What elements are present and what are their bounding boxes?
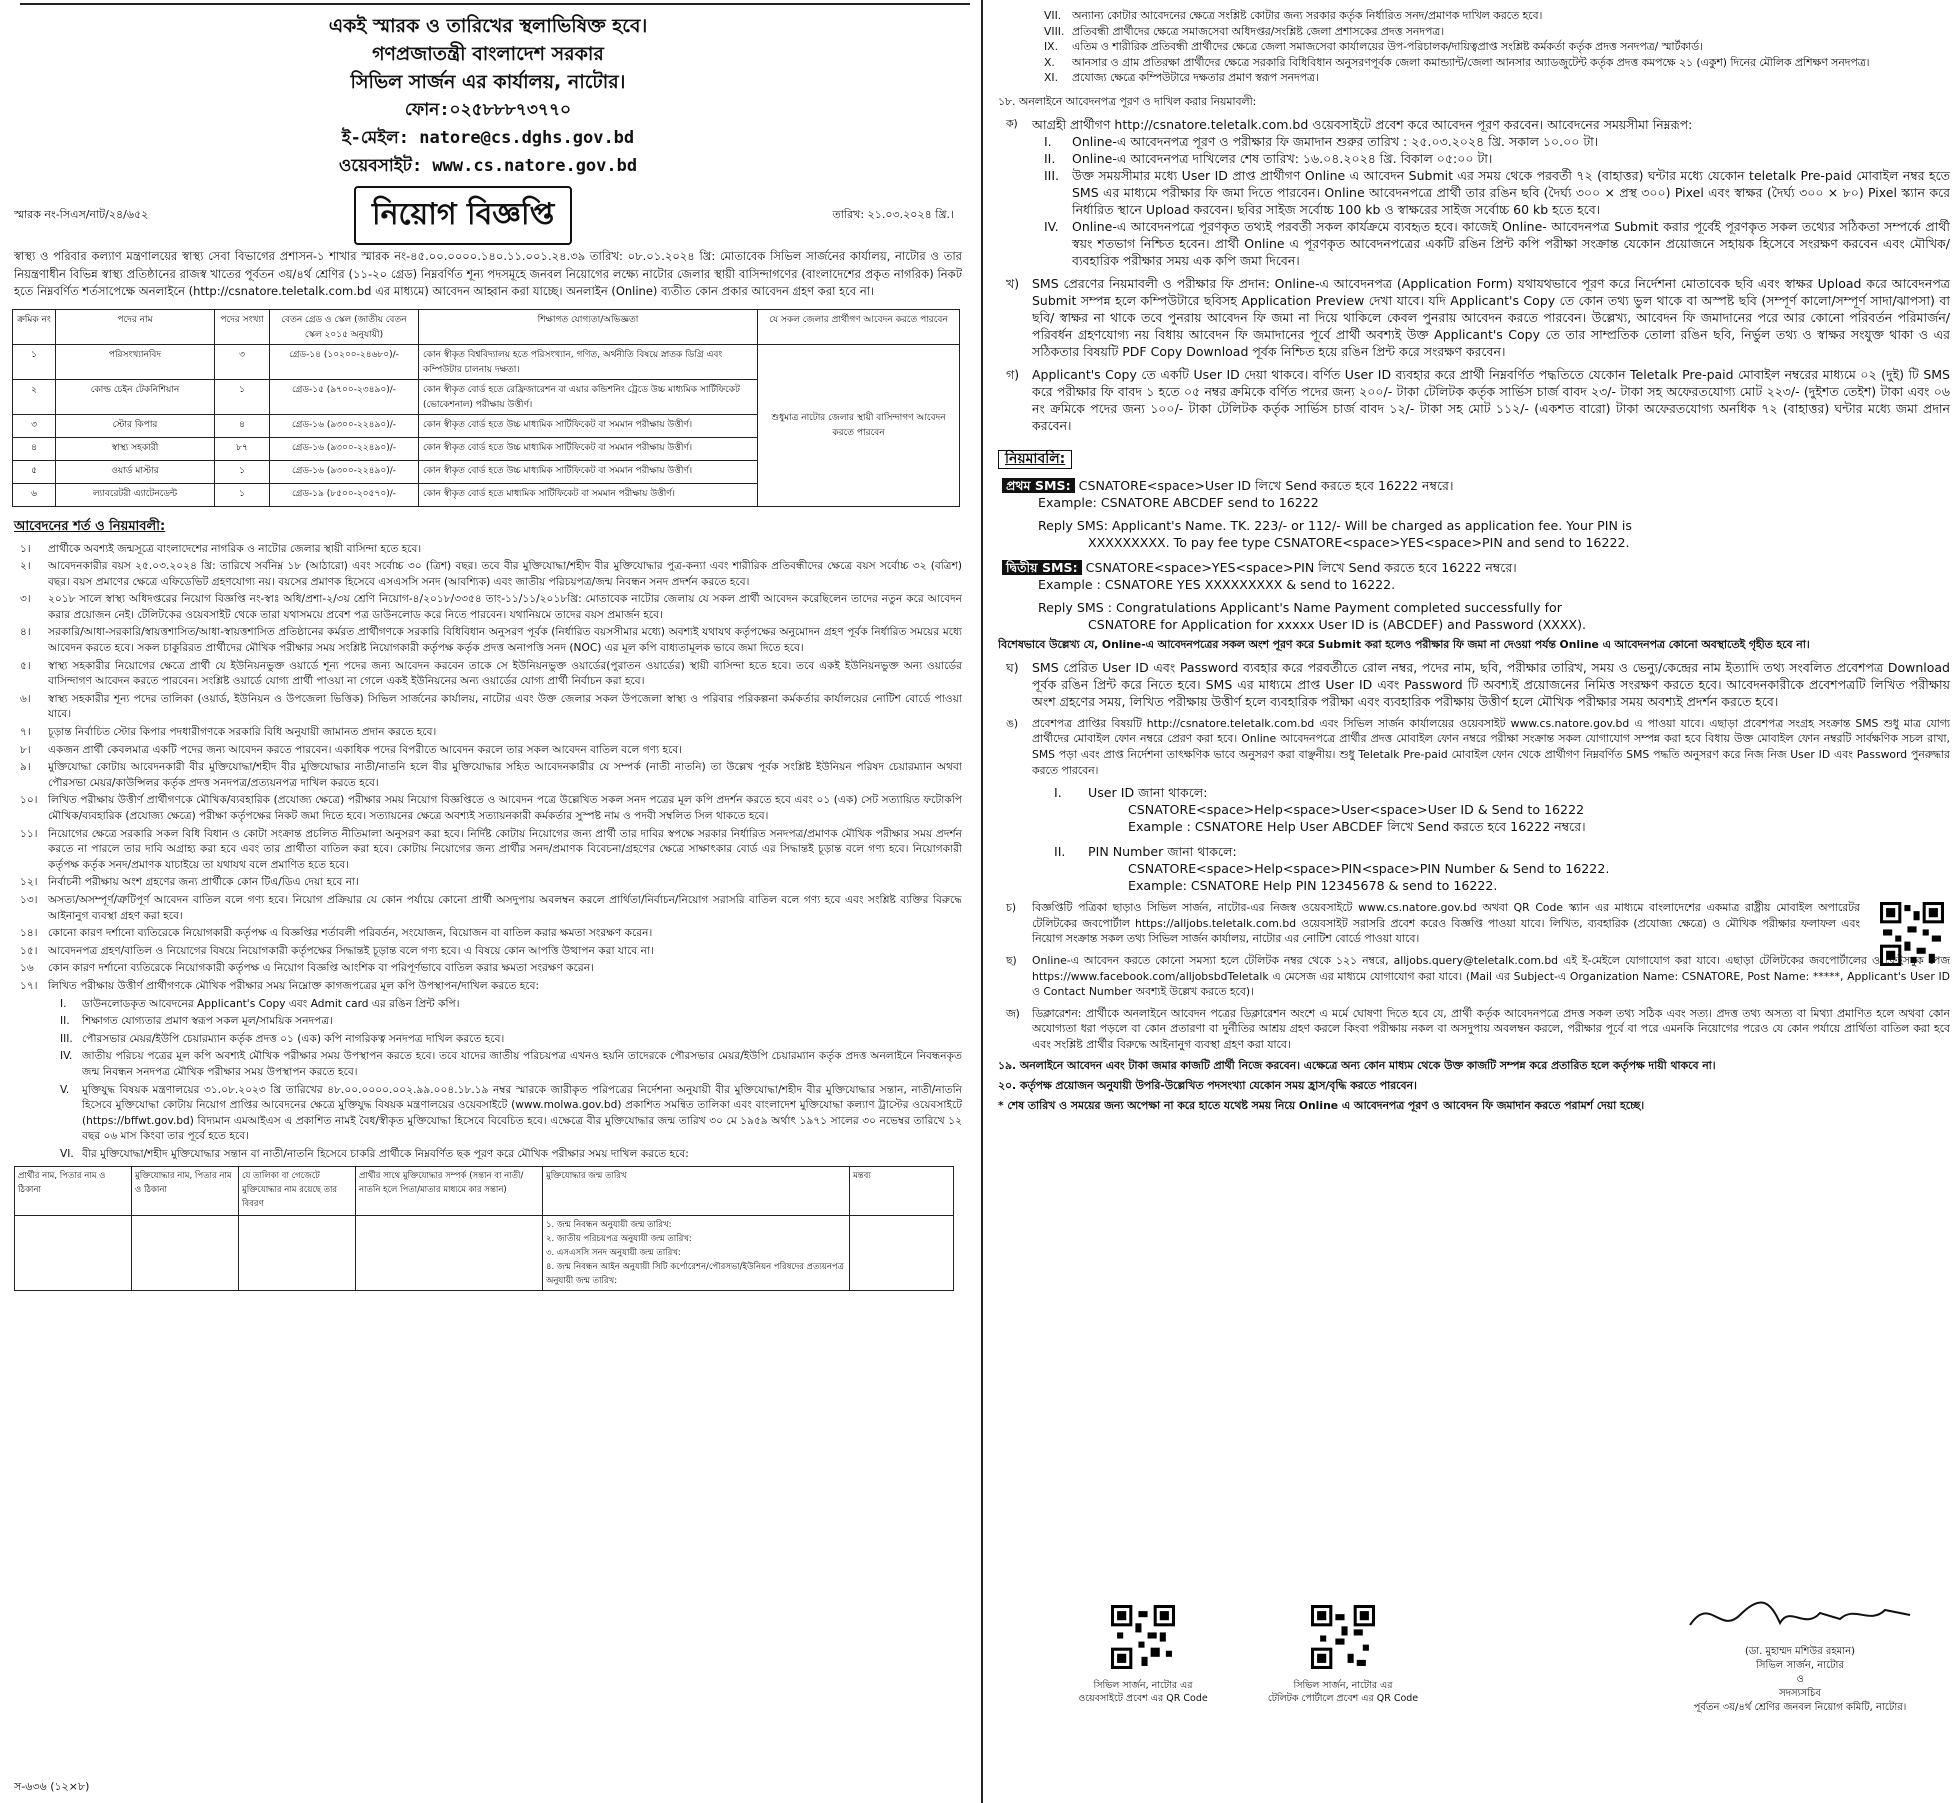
th-post: পদের নাম	[56, 309, 215, 344]
qr-code-icon	[1111, 1605, 1175, 1669]
section-ja	[998, 1006, 1950, 1053]
reply-sms: Reply SMS : Congratulations Applicant's Name Payment completed successfully for	[1038, 600, 1562, 616]
header-line3: সিভিল সার্জন এর কার্যালয়, নাটোর।	[350, 71, 626, 93]
item-text: বীর মুক্তিযোদ্ধা/শহীদ মুক্তিযোদ্ধার সন্তান বা নাতী/নাতনি হিসেবে চাকরি প্রার্থীকে নিম্নবর্ণিত ছক পূরণ করে মৌখিক পরীক্ষার সময় দাখিল করতে হবে:	[82, 1147, 689, 1160]
cell-post: স্বাস্থ্য সহকারী	[56, 437, 215, 460]
list-item	[14, 961, 962, 977]
item-text: অন্যান্য কোটার আবেদনের ক্ষেত্রে সংশ্লিষ্ট কোটার জন্য সরকার কর্তৃক নির্ধারিত সনদ/প্রমাণক দাখিল করতে হবে।	[1072, 9, 1543, 22]
list-item	[48, 1049, 962, 1080]
reference-row	[8, 186, 968, 242]
section-gha	[998, 659, 1950, 710]
retrieve-user-id	[1054, 784, 1950, 835]
ff-birth-line: ৩. এসএসসি সনদ অনুযায়ী জন্ম তারিখ:	[546, 1248, 681, 1259]
item-text: উক্ত সময়সীমার মধ্যে User ID প্রাপ্ত প্রার্থীগণ Online এ আবেদন Submit এর সময় থেকে পরবর্তী ৭২ (বাহাত্তর) ঘন্টার মধ্যে যেকোন teletalk Pre-paid মোবাইল নম্বর হতে SMS এর মাধ্যমে পরীক্ষার ফি জমা দিতে পারবেন। Online আবেদনপত্রে প্রার্থী তার রঙিন ছবি (দৈর্ঘ্য ৩০০ × প্রস্থ ৩০০) Pixel এবং স্বাক্ষর (দৈর্ঘ্য ৩০০ × ৮০) Pixel স্ক্যান করে নির্ধারিত স্থানে Upload করবেন। ছবির সাইজ সর্বোচ্চ 100 kb ও স্বাক্ষরের সাইজ সর্বোচ্চ 60 kb হতে হবে।	[1072, 167, 1950, 217]
th-serial: ক্রমিক নং	[13, 309, 56, 344]
list-item	[14, 944, 962, 960]
signature-image	[1670, 1585, 1930, 1645]
ff-cell	[356, 1216, 543, 1291]
cell-post: স্টোর কিপার	[56, 414, 215, 437]
reply-sms-cont: XXXXXXXXX. To pay fee type CSNATORE<space>YES<space>PIN and send to 16222.	[1088, 535, 1630, 551]
cell-qualification: কোন স্বীকৃত বোর্ড হতে রেফ্রিজারেশন বা এয়ার কন্ডিশনিং ট্রেডে উচ্চ মাধ্যমিক সার্টিফিকেট (ভোকেশনাল) পরীক্ষায় উত্তীর্ণ।	[419, 379, 758, 414]
section-uma	[998, 716, 1950, 778]
cell-count: ১	[215, 379, 270, 414]
section-label: গ)	[1006, 366, 1020, 382]
list-item	[14, 692, 962, 723]
print-code: স-৬৩৬ (১২×৮)	[14, 1780, 90, 1793]
item-number: ৫।	[20, 659, 31, 672]
item-text: প্রতিবন্ধী প্রার্থীদের ক্ষেত্রে সমাজসেবা অধিদপ্তর/সংশ্লিষ্ট জেলা প্রশাসকের প্রদত্ত সনদপত্র।	[1072, 24, 1445, 38]
rules-heading: নিয়মাবলি:	[998, 450, 1072, 470]
header-web: ওয়েবসাইট: www.cs.natore.gov.bd	[338, 156, 638, 176]
item-text: আনসার ও গ্রাম প্রতিরক্ষা প্রার্থীদের ক্ষেত্রে সরকারি বিধিবিধান অনুসরণপূর্বক জেলা কমান্ড্যান্ট/জেলা আনসার অ্যাডজুটেন্ট কর্তৃক প্রদত্ত কমপক্ষে ২১ (একুশ) দিনের মৌলিক প্রশিক্ষণ সনদপত্র।	[1072, 55, 1870, 69]
cell-grade: গ্রেড-১৬ (৯৩০০-২২৪৯০)/-	[270, 460, 419, 483]
online-heading: ১৮. অনলাইনে আবেদনপত্র পূরণ ও দাখিল করার নিয়মাবলী:	[998, 94, 1257, 108]
letterhead	[8, 12, 968, 180]
item-number: VII.	[1044, 9, 1062, 22]
item-number: ১।	[20, 542, 31, 555]
header-email: ই-মেইল: natore@cs.dghs.gov.bd	[341, 128, 635, 148]
th-grade: বেতন গ্রেড ও স্কেল (জাতীয় বেতন স্কেল ২০১৫ অনুযায়ী)	[270, 309, 419, 344]
item-text: মুক্তিযুদ্ধ বিষয়ক মন্ত্রণালয়ের ৩১.০৮.২০২৩ খ্রি তারিখের ৪৮.০০.০০০০.০০২.৯৯.০০৪.১৮.১৯ নম্বর স্মারকে জারীকৃত পরিপত্রের নির্দেশনা অনুযায়ী বীর মুক্তিযোদ্ধা/শহীদ বীর মুক্তিযোদ্ধার সন্তান, নাতী/নাতনি হিসেবে মুক্তিযোদ্ধা কোটায় নিয়োগ প্রাপ্তির আবেদনের ক্ষেত্রে মুক্তিযুদ্ধ বিষয়ক মন্ত্রণালয়ের ওয়েবসাইটে (www.molwa.gov.bd) প্রকাশিত সমন্বিত তালিকা এবং বাংলাদেশ মুক্তিযোদ্ধা কল্যাণ ট্রাস্টের ওয়েবসাইটে (https://bffwt.gov.bd) বিদ্যমান এমআইএস এ প্রকাশিত নামই বৈধ/স্বীকৃত মুক্তিযোদ্ধা হিসেবে বিবেচিত হবে। এক্ষেত্রে বীর মুক্তিযোদ্ধার জন্ম তারিখ ৩০ মে ১৯৫৯ অর্থাৎ ১৯৭১ সালের ৩০ নভেম্বর তারিখে ১২ বছর ০৬ মাস কিংবা তার পূর্বে হতে হবে।	[82, 1083, 962, 1143]
item-text: নির্বাচনী পরীক্ষায় অংশ গ্রহণের জন্য প্রার্থীকে কোন টিএ/ডিএ দেয়া হবে না।	[48, 876, 359, 889]
item-number: IX.	[1044, 40, 1059, 54]
item-text: পৌরসভার মেয়র/ইউপি চেয়ারম্যান কর্তৃক প্রদত্ত ০১ (এক) কপি নাগরিকত্ব সনদপত্র দাখিল করতে হবে।	[82, 1032, 505, 1045]
list-item	[14, 827, 962, 874]
section-text: Online-এ আবেদন করতে কোনো সমস্যা হলে টেলিটক নম্বর থেকে ১২১ নম্বরে, alljobs.query@teletalk.com.bd এই ই-মেইলে যোগাযোগ করা যাবে। এছাড়া টেলিটকের জবপোর্টালের ও ফেইসবুক পেজ https://www.facebook.com/alljobsbdTeletalk এ মেসেজ এর মাধ্যমে যোগাযোগ করা যাবে। (Mail এর Subject-এ Organization Name: CSNATORE, Post Name: *****, Applicant's User ID ও Contact Number অবশ্যই উল্লেখ করতে হবে)।	[1032, 953, 1950, 999]
item-number: ২।	[20, 560, 31, 573]
section-ga	[998, 366, 1950, 434]
item-text: লিখিত পরীক্ষায় উত্তীর্ণ প্রার্থীগণকে মৌখিক/ব্যবহারিক (প্রযোজ্য ক্ষেত্রে) পরীক্ষার সময় নিয়োগ বিজ্ঞপ্তিতে ও আবেদন পত্রে উল্লেখিত সকল সনদ পত্রের মূল কপি প্রদর্শন করতে হবে এবং ০১ (এক) সেট সত্যায়িত ফটোকপি মৌখিক/ব্যবহারিক (প্রযোজ্য ক্ষেত্রে) পরীক্ষা কর্তৃপক্ষের নিকট জমা দিতে হবে। সত্যায়নের ক্ষেত্রে অবশ্যই সত্যায়নকারী কর্মকর্তার সুস্পষ্ট নাম ও পদবী সম্বলিত সিল থাকতে হবে।	[48, 794, 962, 822]
list-item	[14, 875, 962, 891]
cell-qualification: কোন স্বীকৃত বিশ্ববিদ্যালয় হতে পরিসংখ্যান, গণিত, অর্থনীতি বিষয়ে স্নাতক ডিগ্রি এবং কম্পিউটার চালনায় দক্ষতা।	[419, 344, 758, 379]
list-item	[14, 760, 962, 791]
ff-cell	[850, 1216, 954, 1291]
sms-second	[1006, 559, 1950, 633]
section-text: প্রবেশপত্র প্রাপ্তির বিষয়টি http://csnatore.teletalk.com.bd এবং সিভিল সার্জন কার্যালয়ের ওয়েবসাইট www.cs.natore.gov.bd এ পাওয়া যাবে। এছাড়া প্রবেশপত্র সংগ্রহ সংক্রান্ত SMS শুধু মাত্র যোগ্য প্রার্থীদের মোবাইল ফোন নম্বরে প্রেরণ করা হবে। Online আবেদনপত্রে প্রার্থীর প্রদত্ত মোবাইল ফোন নম্বরে পরীক্ষা সংক্রান্ত সকল যোগাযোগ সম্পন্ন করা হবে বিধায় উক্ত মোবাইল ফোন নম্বরটি সার্বক্ষণিক সচল রাখা, SMS পড়া এবং প্রাপ্ত নির্দেশনা তাৎক্ষণিক ভাবে অনুসরণ করা বাঞ্ছনীয়। শুধু Teletalk Pre-paid মোবাইল ফোন থেকে প্রার্থীগণ নিম্নবর্ণিত SMS পদ্ধতি অনুসরণ করে নিজ নিজ User ID এবং Password পুনরুদ্ধার করতে পারবেন।	[1032, 716, 1950, 777]
header-line2: গণপ্রজাতন্ত্রী বাংলাদেশ সরকার	[372, 43, 604, 65]
item-text: একজন প্রার্থী কেবলমাত্র একটি পদের জন্য আবেদন করতে পারবেন। একাধিক পদের বিপরীতে আবেদন করলে তার সকল আবেদন বাতিল বলে গণ্য হবে।	[48, 743, 683, 756]
documents-continued-list	[998, 8, 1950, 86]
list-item	[998, 167, 1950, 218]
cell-qualification: কোন স্বীকৃত বোর্ড হতে উচ্চ মাধ্যমিক সার্টিফিকেট বা সমমান পরীক্ষায় উত্তীর্ণ।	[419, 460, 758, 483]
ff-cell	[239, 1216, 356, 1291]
item-number: III.	[60, 1032, 73, 1045]
ff-th: মন্তব্য	[850, 1167, 954, 1216]
section-text: আগ্রহী প্রার্থীগণ http://csnatore.teletalk.com.bd ওয়েবসাইটে প্রবেশ করে আবেদন পূরণ করবেন। আবেদনের সময়সীমা নিম্নরূপ:	[1032, 116, 1693, 132]
ff-birth-cell	[543, 1216, 850, 1291]
sms-example: Example: CSNATORE ABCDEF send to 16222	[1038, 495, 1319, 511]
section-label: ঘ)	[1006, 659, 1019, 675]
item-text: স্বাস্থ্য সহকারীর নিয়োগের ক্ষেত্রে প্রার্থী যে ইউনিয়নভুক্ত ওয়ার্ডে শূন্য পদের জন্য আবেদন করবেন তাকে সে ইউনিয়নভুক্ত ওয়ার্ডের(পুরাতন ওয়ার্ডের) স্থায়ী বাসিন্দা হতে হবে। তবে একই ইউনিয়নভুক্ত অন্য ওয়ার্ডের বাসিন্দাগণ আবেদন করতে পারবেন। সংশ্লিষ্ট ওয়ার্ডে যোগ্য প্রার্থী পাওয়া না গেলে একই ইউনিয়নের অন্য ওয়ার্ডের যোগ্য প্রার্থী নির্বাচন করা হবে।	[48, 659, 962, 688]
item-number: ১১।	[20, 827, 38, 840]
cell-qualification: কোন স্বীকৃত বোর্ড হতে মাধ্যমিক সার্টিফিকেট বা সমমান পরীক্ষায় উত্তীর্ণ।	[419, 483, 758, 506]
list-item	[14, 659, 962, 690]
page-title: নিয়োগ বিজ্ঞপ্তি	[354, 186, 572, 245]
list-item	[998, 55, 1950, 71]
item-number: ৮।	[20, 743, 31, 756]
left-column	[8, 0, 968, 1803]
notice-date: তারিখ: ২১.০৩.২০২৪ খ্রি.।	[832, 208, 954, 221]
cell-no: ১	[13, 344, 56, 379]
reply-sms: Reply SMS: Applicant's Name. TK. 223/- or 112/- Will be charged as application fee. Your PIN is	[1038, 518, 1632, 534]
qr-teletalk	[1248, 1605, 1438, 1705]
item-number: ১৪।	[20, 927, 38, 940]
item-text: মুক্তিযোদ্ধা কোটায় আবেদনকারী বীর মুক্তিযোদ্ধা/শহীদ বীর মুক্তিযোদ্ধার নাতী/নাতনি হলে বীর মুক্তিযোদ্ধার সহিত আবেদনকারীর যে সম্পর্ক (নাতী নাতনি) তা উল্লেখ পূর্বক সংশ্লিষ্ট ইউনিয়ন পরিষদ চেয়ারম্যান অথবা পৌরসভা মেয়র/কাউন্সিলর কর্তৃক প্রদত্ত সনদপত্র/প্রত্যয়নপত্র দাখিল করতে হবে।	[48, 761, 962, 789]
section-ka	[998, 116, 1950, 269]
freedom-fighter-form-table	[14, 1166, 954, 1291]
cell-post: ল্যাবরেটরী এ্যাটেনডেন্ট	[56, 483, 215, 506]
cell-post: ওয়ার্ড মাস্টার	[56, 460, 215, 483]
list-item	[998, 39, 1950, 55]
item-number: ১৬	[20, 962, 34, 975]
right-column	[998, 0, 1950, 1803]
section-text: Applicant's Copy তে একটি User ID দেয়া থাকবে। বর্ণিত User ID ব্যবহার করে প্রার্থী নিম্নবর্ণিত পদ্ধতিতে যেকোন Teletalk Pre-paid মোবাইল নম্বরের মাধ্যমে ০২ (দুই) টি SMS করে পরীক্ষার ফি বাবদ ১ হতে ০৫ নম্বর ক্রমিকে বর্ণিত পদের জন্য ২০০/- টাকা টেলিটক কর্তৃক সার্ভিস চার্জ বাবদ ২৩/- টাকা সহ অফেরতযোগ্য মোট ২২৩/- (দুইশত তেইশ) টাকা এবং ০৬ নং ক্রমিকে পদের জন্য ১০০/- টাকা টেলিটক কর্তৃক সার্ভিস চার্জ বাবদ ১২/- টাকা সহ মোট ১১২/- (একশত বারো) টাকা অফেরতযোগ্য অনধিক ৭২ (বাহাত্তর) ঘন্টার মধ্যে জমা প্রদান করবেন।	[1032, 366, 1950, 433]
cell-no: ৫	[13, 460, 56, 483]
retrieve-command: CSNATORE<space>Help<space>User<space>User ID & Send to 16222	[1128, 802, 1585, 818]
th-district: যে সকল জেলার প্রার্থীগণ আবেদন করতে পারবেন	[758, 309, 960, 344]
advice-note: * শেষ তারিখ ও সময়ের জন্য অপেক্ষা না করে হাতে যথেষ্ট সময় নিয়ে Online এ আবেদনপত্র পূরণ ও আবেদন ফি জমাদান করতে পরামর্শ দেয়া হচ্ছে।	[998, 1098, 1645, 1112]
section-text: বিজ্ঞপ্তিটি পত্রিকা ছাড়াও সিভিল সার্জন, নাটোর-এর নিজস্ব ওয়েবসাইটে www.cs.natore.gov.bd অথবা QR Code স্ক্যান এর মাধ্যমে বাংলাদেশের একমাত্র রাষ্ট্রীয় মোবাইল অপারেটর টেলিটকের জবপোর্টাল https://alljobs.teletalk.com.bd ওয়েবসাইট সরাসরি প্রবেশ করেও বিজ্ঞপ্তি পাওয়া যাবে। লিখিত, ব্যবহারিক (প্রযোজ্য ক্ষেত্রে) ও মৌখিক পরীক্ষার ফলাফল এবং নিয়োগ সংক্রান্ত সকল তথ্য সিভিল সার্জন কার্যালয়, নাটোর এর নোটিশ বোর্ডে পাওয়া যাবে।	[1032, 901, 1860, 946]
retrieve-title: User ID জানা থাকলে:	[1088, 785, 1208, 801]
ff-cell	[15, 1216, 132, 1291]
list-item	[14, 893, 962, 924]
sms-tag: প্রথম SMS:	[1002, 478, 1075, 493]
cell-grade: গ্রেড-১৯ (৮৫০০-২০৫৭০)/-	[270, 483, 419, 506]
retrieve-example: Example : CSNATORE Help User ABCDEF লিখে Send করতে হবে 16222 নম্বরে।	[1128, 819, 1586, 835]
item-text: লিখিত পরীক্ষায় উত্তীর্ণ প্রার্থীগণকে মৌখিক পরীক্ষার সময় নিম্নোক্ত কাগজপত্রের মূল কপি উপস্থাপন/দাখিল করতে হবে:	[48, 979, 540, 992]
item-text: ডাউনলোডকৃত আবেদনের Applicant's Copy এবং Admit card এর রঙিন প্রিন্ট কপি।	[82, 997, 460, 1010]
item-number: ৯।	[20, 761, 31, 774]
cell-post: কোল্ড চেইন টেকনিশিয়ান	[56, 379, 215, 414]
qr-graphic	[1111, 1605, 1175, 1669]
item-text: ২০১৮ সালে স্বাস্থ্য অধিদপ্তরের নিয়োগ বিজ্ঞপ্তি নং-স্বাঃ অধি/প্রশা-২/৩য় শ্রেণি নিয়োগ-৪/২০১৮/৩৩৫৪ তাং-১১/১১/২০১৮খ্রি: মোতাবেক নাটোর জেলায় যে সকল প্রার্থী আবেদন করেছিলেন তাদের নতুন করে আবেদন করার প্রয়োজন নেই। টেলিটকের ওয়েবসাইট থেকে তারা যথাসময়ে প্রবেশ পত্র ডাউনলোড করে নিতে পারবেন। যথানিয়মে তাদের বয়স প্রমার্জন হবে।	[48, 593, 962, 621]
posts-table	[12, 309, 960, 507]
sms-example: Example : CSNATORE YES XXXXXXXXX & send to 16222.	[1038, 577, 1396, 593]
list-item	[48, 1032, 962, 1048]
section-label: ছ)	[1006, 953, 1017, 967]
item-text: স্বাস্থ্য সহকারীর শূন্য পদের তালিকা (ওয়ার্ড, ইউনিয়ন ও উপজেলা ভিত্তিক) সিভিল সার্জনের কার্যালয়, নাটোর এবং উক্ত জেলার সকল উপজেলা স্বাস্থ্য ও পরিবার পরিকল্পনা কর্মকর্তার কার্যালয়ের নোটিশ বোর্ডে পাওয়া যাবে।	[48, 692, 962, 721]
list-item	[998, 8, 1950, 24]
cell-no: ৬	[13, 483, 56, 506]
item-number: ১০।	[20, 794, 38, 807]
section-cha	[998, 900, 1950, 947]
table-row	[13, 344, 960, 379]
cell-no: ৪	[13, 437, 56, 460]
item-text: Online-এ আবেদনপত্র দাখিলের শেষ তারিখ: ১৬.০৪.২০২৪ খ্রি. বিকাল ০৫:০০ টা।	[1072, 150, 1493, 166]
section-label: ঙ)	[1006, 716, 1019, 730]
header-line1: একই স্মারক ও তারিখের স্থলাভিষিক্ত হবে।	[328, 15, 648, 37]
intro-paragraph: স্বাস্থ্য ও পরিবার কল্যাণ মন্ত্রণালয়ের স্বাস্থ্য সেবা বিভাগের প্রশাসন-১ শাখার স্মারক নং-৪৫.০০.০০০০.১৪০.১১.০০১.২৪.৩৯ তারিখ: ০৮.০১.২০২৪ খ্রি: মোতাবেক সিভিল সার্জনের কার্যালয়, নাটোর ও তার নিয়ন্ত্রণাধীন বিভিন্ন স্বাস্থ্য প্রতিষ্ঠানের রাজস্ব খাতের পূর্বতন ৩য়/৪র্থ শ্রেণির (১১-২০ গ্রেড) নিম্নবর্ণিত শূন্য পদসমূহে জনবল নিয়োগের লক্ষ্যে নাটোর জেলার স্থায়ী বাসিন্দাগণের (বাংলাদেশের প্রকৃত নাগরিক) নিকট হতে নিম্নবর্ণিত শর্তসাপেক্ষে অনলাইনে (http://csnatore.teletalk.com.bd এর মাধ্যমে) আবেদন আহ্বান করা যাচ্ছে। অনলাইন (Online) ব্যতীত কোন প্রকার আবেদন গ্রহণ করা হবে না।	[14, 249, 962, 298]
section-text: ডিক্লারেশন: প্রার্থীকে অনলাইনে আবেদন পত্রের ডিক্লারেশন অংশে এ মর্মে ঘোষণা দিতে হবে যে, প্রার্থী কর্তৃক আবেদনপত্রে প্রদত্ত সকল তথ্য সঠিক এবং সত্য। প্রদত্ত তথ্য অসত্য বা মিথ্যা প্রমাণিত হলে অথবা কোন অযোগ্যতা ধরা পড়লে বা কোন প্রতারণা বা দুর্নীতির আশ্রয় গ্রহণ করলে কিংবা পরীক্ষায় নকল বা অসদুপায় অবলম্বন করলে, পরীক্ষার পূর্বে বা পরে এমনকি নিয়োগের পরেও যে কোন পর্যায়ে প্রার্থিতা বাতিল করা হবে এবং সংশ্লিষ্ট প্রার্থীর বিরুদ্ধে আইনানুগ ব্যবস্থা গ্রহণ করা যাবে।	[1032, 1006, 1950, 1051]
list-item	[998, 24, 1950, 40]
signature-block	[1670, 1585, 1930, 1715]
cell-post: পরিসংখ্যানবিদ	[56, 344, 215, 379]
item-text: আবেদনপত্র গ্রহণ/বাতিল ও নিয়োগের বিষয়ে নিয়োগকারী কর্তৃপক্ষের সিদ্ধান্তই চূড়ান্ত বলে গণ্য হবে। এ বিষয়ে কোন আপত্তি উত্থাপন করা যাবে না।	[48, 944, 654, 957]
ff-th: মুক্তিযোদ্ধার জন্ম তারিখ	[543, 1167, 850, 1216]
qr-code-icon	[1311, 1605, 1375, 1669]
list-item	[48, 1014, 962, 1030]
sms-command: CSNATORE<space>YES<space>PIN লিখে Send করতে হবে 16222 নম্বরে।	[1085, 560, 1517, 576]
list-item	[14, 926, 962, 942]
qr-caption: সিভিল সার্জন, নাটোর এর	[1293, 1680, 1393, 1691]
item-number: ১৩।	[20, 893, 38, 906]
item-number: ৭।	[20, 726, 31, 739]
list-item	[14, 625, 962, 656]
signature-graphic	[1680, 1585, 1920, 1645]
list-item	[48, 997, 962, 1013]
signatory-title: সিভিল সার্জন, নাটোর	[1756, 1660, 1844, 1671]
item-text: চূড়ান্ত নির্বাচিত স্টোর কিপার পদধারীগণকে সরকারি বিধি অনুযায়ী জামানত প্রদান করতে হবে।	[48, 726, 437, 739]
item-text: এতিম ও শারীরিক প্রতিবন্ধী প্রার্থীদের ক্ষেত্রে জেলা সমাজসেবা কার্যালয়ের উপ-পরিচালক/দায়িত্বপ্রাপ্ত সংশ্লিষ্ট কর্মকর্তা কর্তৃক প্রদত্ত সনদপত্র/ স্মার্টকার্ড।	[1072, 40, 1703, 54]
ff-birth-line: ২. জাতীয় পরিচয়পত্র অনুযায়ী জন্ম তারিখ:	[546, 1234, 692, 1245]
qr-caption: ওয়েবসাইটে প্রবেশ এর QR Code	[1078, 1693, 1208, 1704]
ff-birth-line: ১. জন্ম নিবন্ধন অনুযায়ী জন্ম তারিখ:	[546, 1220, 672, 1231]
qr-graphic	[1311, 1605, 1375, 1669]
list-item	[14, 592, 962, 623]
section-label: ক)	[1006, 116, 1018, 130]
signatory-committee: পূর্বতন ৩য়/৪র্থ শ্রেণির জনবল নিয়োগ কমিটি, নাটোর।	[1693, 1702, 1907, 1713]
conditions-heading: আবেদনের শর্ত ও নিয়মাবলী:	[14, 518, 166, 534]
item-text: Online-এ আবেদনপত্রে পূরণকৃত তথ্যই পরবর্তী সকল কার্যক্রমে ব্যবহৃত হবে। কাজেই Online- আবেদনপত্র Submit করার পূর্বেই পূরণকৃত সকল তথ্যের সঠিকতা সম্পর্কে প্রার্থী স্বয়ং শতভাগ নিশ্চিত হবেন। প্রার্থী Online এ পূরণকৃত আবেদনপত্রের একটি রঙিন প্রিন্ট কপি পরীক্ষা সংক্রান্ত যেকোন প্রয়োজনে সহায়ক হিসেবে সংরক্ষণ করবেন এবং মৌখিক/ব্যবহারিক পরীক্ষার সময় এক কপি জমা দিবেন।	[1072, 218, 1950, 268]
item-number: ১৭।	[20, 979, 38, 992]
section-text: SMS প্রেরণের নিয়মাবলী ও পরীক্ষার ফি প্রদান: Online-এ আবেদনপত্র (Application Form) যথাযথভাবে পূরণ করে নির্দেশনা মোতাবেক ছবি এবং স্বাক্ষর Upload করে আবেদনপত্র Submit সম্পন্ন হলে কম্পিউটারে ছবিসহ Application Preview দেখা যাবে। যদি Applicant's Copy তে কোন তথ্য ভুল থাকে বা অস্পষ্ট ছবি (সম্পূর্ণ কালো/সম্পূর্ণ সাদা/ঝাপসা) বা ছবি/ স্বাক্ষর না থাকে তবে পুনরায় আবেদন ফি জমা না দিয়ে থাকিলে কেবল পুনরায় আবেদন করতে পারবেন। উল্লেখ্য, আবেদন ফি জমাদানের পরে আর কোনো পরিবর্তন পরিমার্জন/পরিবর্ধন গ্রহণযোগ্য নয় বিধায় আবেদন ফি জমাদানের পূর্বে প্রার্থী অবশ্যই উক্ত Applicant's Copy তে তার সাম্প্রতিক তোলা রঙিন ছবি, নির্ভুল তথ্য ও স্বাক্ষর সংযুক্ত থাকা ও এর সঠিকতার বিষয়টি PDF Copy Download পূর্বক নিশ্চিত হয়ে রঙিন প্রিন্ট করে সংরক্ষণ করবেন।	[1032, 275, 1950, 359]
list-item	[998, 70, 1950, 86]
signatory-role: সদস্যসচিব	[1779, 1688, 1821, 1699]
list-item	[998, 218, 1950, 269]
item-number: ৪।	[20, 626, 31, 639]
item-number: III.	[1044, 167, 1060, 183]
item-number: ১২।	[20, 876, 38, 889]
documents-list	[48, 997, 962, 1163]
item-text: আবেদনকারীর বয়স ২৫.০৩.২০২৪ খ্রি: তারিখে সর্বনিম্ন ১৮ (আঠারো) এবং সর্বোচ্চ ৩০ (ত্রিশ) বছর। তবে বীর মুক্তিযোদ্ধা/শহীদ বীর মুক্তিযোদ্ধার পুত্র-কন্যা এবং শারীরিক প্রতিবন্ধীদের ক্ষেত্রে বয়স সর্বোচ্চ ৩২ (বত্রিশ) বছর। বয়স প্রমাণের ক্ষেত্রে এফিডেভিট গ্রহণযোগ্য নয়। বয়সের প্রমাণক হিসেবে এসএসসি সনদ (আবশ্যিক) এবং জাতীয় পরিচয়পত্র/জন্ম নিবন্ধন সনদ প্রদর্শন করতে হবে।	[48, 560, 962, 588]
item-number: I.	[1044, 133, 1052, 149]
item-text: নিয়োগের ক্ষেত্রে সরকারি সকল বিধি বিধান ও কোটা সংক্রান্ত প্রচলিত নীতিমালা অনুসরণ করা হবে। নির্দিষ্ট কোটায় নিয়োগের জন্য প্রার্থী তার দাবির স্বপক্ষে সরকার নির্ধারিত সনদপত্র/প্রমাণক মৌখিক পরীক্ষার সময় প্রদর্শন করতে না পারলে তার দাবি অগ্রাহ্য করা হবে এবং তার প্রার্থীতা বাতিল করা হবে। কোটায় নিয়োগের জন্য প্রার্থীর সনদ/প্রমাণক বিবেচনা/গ্রহণের ক্ষেত্রে সাক্ষাৎকার বোর্ড এর সিদ্ধান্তই চূড়ান্ত বলে গণ্য হবে। নিয়োগকারী কর্তৃপক্ষ কর্তৃক সনদ/প্রমাণক যাচাইয়ে তা যথাযথ বলে প্রমাণিত হতে হবে।	[48, 827, 962, 871]
sms-first	[1006, 477, 1950, 551]
item-number: X.	[1044, 55, 1055, 69]
cell-no: ৩	[13, 414, 56, 437]
item-text: প্রযোজ্য ক্ষেত্রে কম্পিউটারে দক্ষতার প্রমাণ স্বরূপ সনদপত্র।	[1072, 71, 1319, 85]
item-19: ১৯. অনলাইনে আবেদন এবং টাকা জমার কাজটি প্রার্থী নিজে করবেন। এক্ষেত্রে অন্য কোন মাধ্যম থেকে উক্ত কাজটি সম্পন্ন করে প্রতারিত হলে কর্তৃপক্ষ দায়ী থাকবে না।	[998, 1059, 1716, 1073]
list-item	[14, 743, 962, 759]
th-count: পদের সংখ্যা	[215, 309, 270, 344]
qr-caption: সিভিল সার্জন, নাটোর এর	[1093, 1680, 1193, 1691]
sms-tag: দ্বিতীয় SMS:	[1002, 560, 1082, 575]
item-text: কোনো কারণ দর্শানো ব্যতিরেকে নিয়োগকারী কর্তৃপক্ষ এ বিজ্ঞপ্তির শর্তাবলী পরিবর্তন, সংযোজন, বিয়োজন বা বাতিল করার ক্ষমতা সংরক্ষণ করেন।	[48, 927, 653, 940]
ff-birth-line: ৪. জন্ম নিবন্ধন আইন অনুযায়ী সিটি কর্পোরেশন/পৌরসভা/ইউনিয়ন পরিষদের প্রত্যয়নপত্র অনুযায়ী জন্ম তারিখ:	[546, 1262, 844, 1287]
list-item	[998, 133, 1950, 150]
item-text: প্রার্থীকে অবশ্যই জন্মসূত্রে বাংলাদেশের নাগরিক ও নাটোর জেলার স্থায়ী বাসিন্দা হতে হবে।	[48, 542, 422, 555]
cell-grade: গ্রেড-১৬ (৯৩০০-২২৪৯০)/-	[270, 437, 419, 460]
item-label: I.	[1054, 785, 1062, 801]
ff-th: প্রার্থীর নাম, পিতার নাম ও ঠিকানা	[15, 1167, 132, 1216]
item-number: IV.	[60, 1050, 73, 1063]
ff-cell	[132, 1216, 239, 1291]
conditions-list	[14, 542, 962, 1163]
item-number: V.	[60, 1083, 70, 1096]
item-number: XI.	[1044, 71, 1059, 85]
section-label: চ)	[1006, 901, 1017, 915]
item-text: শিক্ষাগত যোগ্যতার প্রমাণ স্বরূপ সকল মূল/সাময়িক সনদপত্র।	[82, 1015, 333, 1028]
section-text: SMS প্রেরিত User ID এবং Password ব্যবহার করে পরবর্তীতে রোল নম্বর, পদের নাম, ছবি, পরীক্ষার তারিখ, সময় ও ভেন্যু/কেন্দ্রের নাম ইত্যাদি তথ্য সংবলিত প্রবেশপত্র Download পূর্বক রঙিন প্রিন্ট করে নিতে হবে। SMS এর মাধ্যমে প্রাপ্ত User ID এবং Password টি অবশ্যই প্রয়োজনের নিমিত্ত সংরক্ষণ করতে হবে। আবেদনকারীকে প্রবেশপত্রটি লিখিত পরীক্ষায় অংশ গ্রহণের সময়, লিখিত পরীক্ষায় উত্তীর্ণ হলে ব্যবহারিক পরীক্ষা এবং ব্যবহারিক পরীক্ষায় উত্তীর্ণ হলে মৌখিক পরীক্ষার সময় অবশ্যই প্রদর্শন করতে হবে।	[1032, 659, 1950, 709]
ff-th: যে তালিকা বা গেজেটে মুক্তিযোদ্ধার নাম রয়েছে তার বিবরণ	[239, 1167, 356, 1216]
list-item	[14, 725, 962, 741]
item-label: II.	[1054, 844, 1066, 860]
signatory-name: (ডা. মুহাম্মদ মশিউর রহমান)	[1745, 1646, 1855, 1657]
retrieve-example: Example: CSNATORE Help PIN 12345678 & send to 16222.	[1128, 878, 1498, 894]
cell-grade: গ্রেড-১৪ (১০২০০-২৪৬৮০)/-	[270, 344, 419, 379]
cell-count: ৪	[215, 414, 270, 437]
fee-note: বিশেষভাবে উল্লেখ্য যে, Online-এ আবেদনপত্রের সকল অংশ পূরণ করে Submit করা হলেও পরীক্ষার ফি জমা না দেওয়া পর্যন্ত Online এ আবেদনপত্র কোনো অবস্থাতেই গৃহীত হবে না।	[998, 638, 1810, 652]
cell-district: শুধুমাত্র নাটোর জেলার স্থায়ী বাসিন্দাগণ আবেদন করতে পারবেন	[758, 344, 960, 506]
item-number: IV.	[1044, 218, 1059, 234]
footer	[998, 1585, 1950, 1795]
table-row	[15, 1216, 954, 1291]
item-text: সরকারি/আধা-সরকারি/স্বায়ত্তশাসিত/আধা-স্বায়ত্তশাসিত প্রতিষ্ঠানের কর্মরত প্রার্থীগণকে সরকারি বিধিবিধান অনুসরণ পূর্বক (নির্ধারিত বয়সসীমার মধ্যে) অবশ্যই যথাযথ কর্তৃপক্ষের অনুমোদন গ্রহণ পূর্বক নির্ধারিত সময়ের মধ্যে আবেদন করতে হবে। সকল চাকুরিরত প্রার্থীদের মৌখিক পরীক্ষার সময় সংশ্লিষ্ট নিয়োগকারী কর্তৃপক্ষ কর্তৃক প্রদত্ত অনাপত্তি সনদ (NOC) এর মূল কপি বাধ্যতামূলক ভাবে জমা দিতে হবে।	[48, 626, 962, 655]
item-20: ২০. কর্তৃপক্ষ প্রয়োজন অনুযায়ী উপরি-উল্লেখিত পদসংখ্যা যেকোন সময় হ্রাস/বৃদ্ধি করতে পারবেন।	[998, 1079, 1417, 1093]
section-label: জ)	[1006, 1006, 1020, 1020]
cell-no: ২	[13, 379, 56, 414]
list-item	[48, 1083, 962, 1145]
item-number: VI.	[60, 1147, 74, 1160]
section-chha	[998, 953, 1950, 1000]
item-number: II.	[1044, 150, 1056, 166]
item-text: জাতীয় পরিচয় পত্রের মূল কপি অবশ্যই মৌখিক পরীক্ষার সময় উপস্থাপন করতে হবে। তবে যাদের জাতীয় পরিচয়পত্র এখনও হয়নি তাদেরকে পৌরসভার মেয়র/ইউপি চেয়ারম্যান কর্তৃক প্রদত্ত অনলাইনে নিবন্ধনকৃত জন্ম নিবন্ধন সনদপত্র মৌখিক পরীক্ষার সময় উপস্থাপন করতে হবে।	[82, 1050, 962, 1078]
cell-qualification: কোন স্বীকৃত বোর্ড হতে উচ্চ মাধ্যমিক সার্টিফিকেট বা সমমান পরীক্ষায় উত্তীর্ণ।	[419, 437, 758, 460]
column-divider	[981, 0, 983, 1803]
cell-grade: গ্রেড-১৬ (৯৩০০-২২৪৯০)/-	[270, 414, 419, 437]
retrieve-title: PIN Number জানা থাকলে:	[1088, 844, 1237, 860]
cell-grade: গ্রেড-১৫ (৯৭০০-২৩৪৯০)/-	[270, 379, 419, 414]
qr-caption: টেলিটক পোর্টালে প্রবেশ এর QR Code	[1267, 1693, 1419, 1704]
item-number: ৩।	[20, 593, 31, 606]
list-item	[14, 979, 962, 1163]
ff-th: প্রার্থীর সাথে মুক্তিযোদ্ধার সম্পর্ক (সন্তান বা নাতী/নাতনি হলে পিতা/মাতার মাধ্যমে কার সন্তান)	[356, 1167, 543, 1216]
cell-count: ১	[215, 483, 270, 506]
list-item	[14, 542, 962, 558]
list-item	[998, 150, 1950, 167]
memo-number: স্মারক নং-সিএস/নাট/২৪/৬৫২	[14, 208, 149, 221]
ff-th: মুক্তিযোদ্ধার নাম, পিতার নাম ও ঠিকানা	[132, 1167, 239, 1216]
retrieve-pin	[1054, 843, 1950, 894]
item-number: ১৫।	[20, 944, 38, 957]
signatory-and: ও	[1796, 1674, 1804, 1685]
cell-count: ৮৭	[215, 437, 270, 460]
cell-count: ১	[215, 460, 270, 483]
item-text: Online-এ আবেদনপত্র পূরণ ও পরীক্ষার ফি জমাদান শুরুর তারিখ : ২৫.০৩.২০২৪ খ্রি. সকাল ১০.০০ টা।	[1072, 133, 1599, 149]
cell-count: ৩	[215, 344, 270, 379]
item-text: অসত্য/অসম্পূর্ণ/ত্রুটিপূর্ণ আবেদন বাতিল বলে গণ্য হবে। নিয়োগ প্রক্রিয়ার যে কোন পর্যায়ে কোনো প্রার্থী অসদুপায় অবলম্বন করলে প্রার্থিতা/নির্বাচন/নিয়োগ সরাসরি বাতিল বলে গণ্য হবে এবং সংশ্লিষ্ট ব্যক্তির বিরুদ্ধে আইনানুগ ব্যবস্থা গ্রহণ করা হবে।	[48, 893, 962, 922]
item-number: I.	[60, 997, 67, 1010]
list-item	[14, 559, 962, 590]
reply-sms-cont: CSNATORE for Application for xxxxx User ID is (ABCDEF) and Password (XXXX).	[1088, 617, 1587, 633]
header-phone: ফোন:০২৫৮৮৮৭৩৭৭০	[404, 100, 572, 120]
item-number: II.	[60, 1015, 70, 1028]
item-number: ৬।	[20, 692, 31, 705]
application-timeline-list	[998, 133, 1950, 269]
table-row	[15, 1167, 954, 1216]
list-item	[14, 793, 962, 824]
list-item	[48, 1147, 962, 1163]
sms-command: CSNATORE<space>User ID লিখে Send করতে হবে 16222 নম্বরে।	[1078, 478, 1454, 494]
qr-website	[1068, 1605, 1218, 1705]
item-text: কোন কারণ দর্শানো ব্যতিরেকে নিয়োগকারী কর্তৃপক্ষ এ নিয়োগ বিজ্ঞপ্তি আংশিক বা পরিপূর্ণভাবে বাতিল করার ক্ষমতা সংরক্ষণ করেন।	[48, 962, 594, 975]
retrieve-command: CSNATORE<space>Help<space>PIN<space>PIN Number & Send to 16222.	[1128, 861, 1610, 877]
item-number: VIII.	[1044, 24, 1065, 38]
section-label: খ)	[1006, 275, 1020, 291]
cell-qualification: কোন স্বীকৃত বোর্ড হতে উচ্চ মাধ্যমিক সার্টিফিকেট বা সমমান পরীক্ষায় উত্তীর্ণ।	[419, 414, 758, 437]
th-qualification: শিক্ষাগত যোগ্যতা/অভিজ্ঞতা	[419, 309, 758, 344]
section-kha	[998, 275, 1950, 360]
